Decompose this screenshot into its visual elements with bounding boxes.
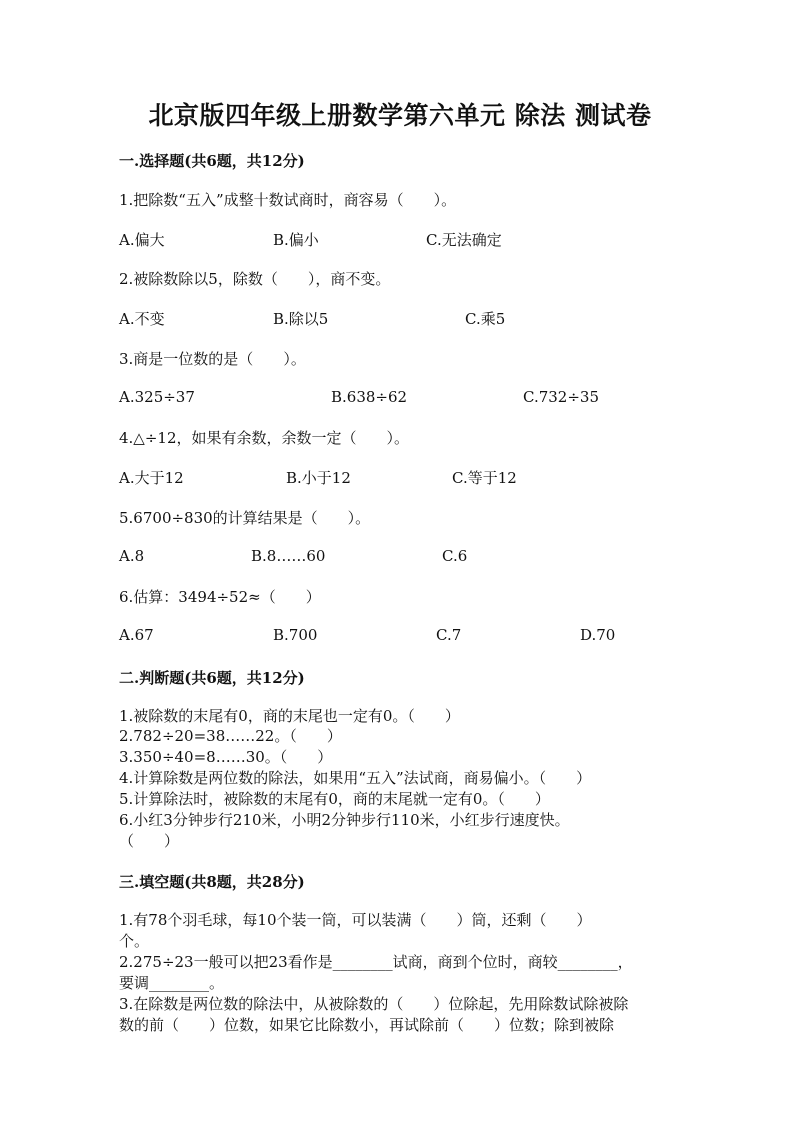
option-a: A.8 bbox=[119, 547, 145, 565]
judgment-item: 1.被除数的末尾有0，商的末尾也一定有0。（ ） bbox=[119, 707, 460, 725]
fill-in-item-continuation: 个。 bbox=[119, 932, 150, 950]
option-a: A.不变 bbox=[119, 310, 165, 328]
option-c: C.无法确定 bbox=[426, 231, 502, 249]
option-b: B.除以5 bbox=[273, 310, 329, 328]
question-text: 6.估算：3494÷52≈（ ） bbox=[119, 588, 321, 606]
fill-in-item-continuation: 数的前（ ）位数，如果它比除数小，再试除前（ ）位数；除到被除 bbox=[119, 1016, 615, 1034]
judgment-item: 5.计算除法时，被除数的末尾有0，商的末尾就一定有0。（ ） bbox=[119, 790, 550, 808]
judgment-item: 2.782÷20=38……22。（ ） bbox=[119, 727, 342, 745]
option-a: A.偏大 bbox=[119, 231, 165, 249]
fill-in-item-continuation: 要调________。 bbox=[119, 974, 225, 992]
option-b: B.700 bbox=[273, 626, 318, 644]
option-b: B.638÷62 bbox=[331, 388, 408, 406]
question-text: 3.商是一位数的是（ ）。 bbox=[119, 350, 306, 368]
option-b: B.8……60 bbox=[251, 547, 326, 565]
option-c: C.732÷35 bbox=[523, 388, 599, 406]
judgment-item-continuation: （ ） bbox=[119, 832, 180, 850]
judgment-item: 4.计算除数是两位数的除法，如果用“五入”法试商，商易偏小。（ ） bbox=[119, 769, 592, 787]
question-text: 4.△÷12，如果有余数，余数一定（ ）。 bbox=[119, 429, 410, 447]
option-d: D.70 bbox=[580, 626, 616, 644]
section-header-multiple-choice: 一.选择题(共6题，共12分) bbox=[119, 152, 305, 170]
page-title: 北京版四年级上册数学第六单元 除法 测试卷 bbox=[148, 101, 652, 130]
option-c: C.等于12 bbox=[452, 469, 517, 487]
option-a: A.325÷37 bbox=[119, 388, 195, 406]
section-header-fill-in: 三.填空题(共8题，共28分) bbox=[119, 873, 305, 891]
fill-in-item: 2.275÷23一般可以把23看作是________试商，商到个位时，商较________， bbox=[119, 953, 633, 971]
option-c: C.7 bbox=[436, 626, 462, 644]
judgment-item: 6.小红3分钟步行210米，小明2分钟步行110米，小红步行速度快。 bbox=[119, 811, 570, 829]
option-c: C.6 bbox=[442, 547, 468, 565]
option-c: C.乘5 bbox=[465, 310, 506, 328]
fill-in-item: 1.有78个羽毛球，每10个装一筒，可以装满（ ）筒，还剩（ ） bbox=[119, 911, 592, 929]
option-a: A.67 bbox=[119, 626, 154, 644]
question-text: 5.6700÷830的计算结果是（ ）。 bbox=[119, 509, 371, 527]
option-b: B.小于12 bbox=[286, 469, 351, 487]
question-text: 2.被除数除以5，除数（ ），商不变。 bbox=[119, 270, 391, 288]
option-b: B.偏小 bbox=[273, 231, 319, 249]
section-header-true-false: 二.判断题(共6题，共12分) bbox=[119, 669, 305, 687]
question-text: 1.把除数“五入”成整十数试商时，商容易（ ）。 bbox=[119, 191, 457, 209]
judgment-item: 3.350÷40=8……30。（ ） bbox=[119, 748, 333, 766]
fill-in-item: 3.在除数是两位数的除法中，从被除数的（ ）位除起，先用除数试除被除 bbox=[119, 995, 629, 1013]
option-a: A.大于12 bbox=[119, 469, 184, 487]
